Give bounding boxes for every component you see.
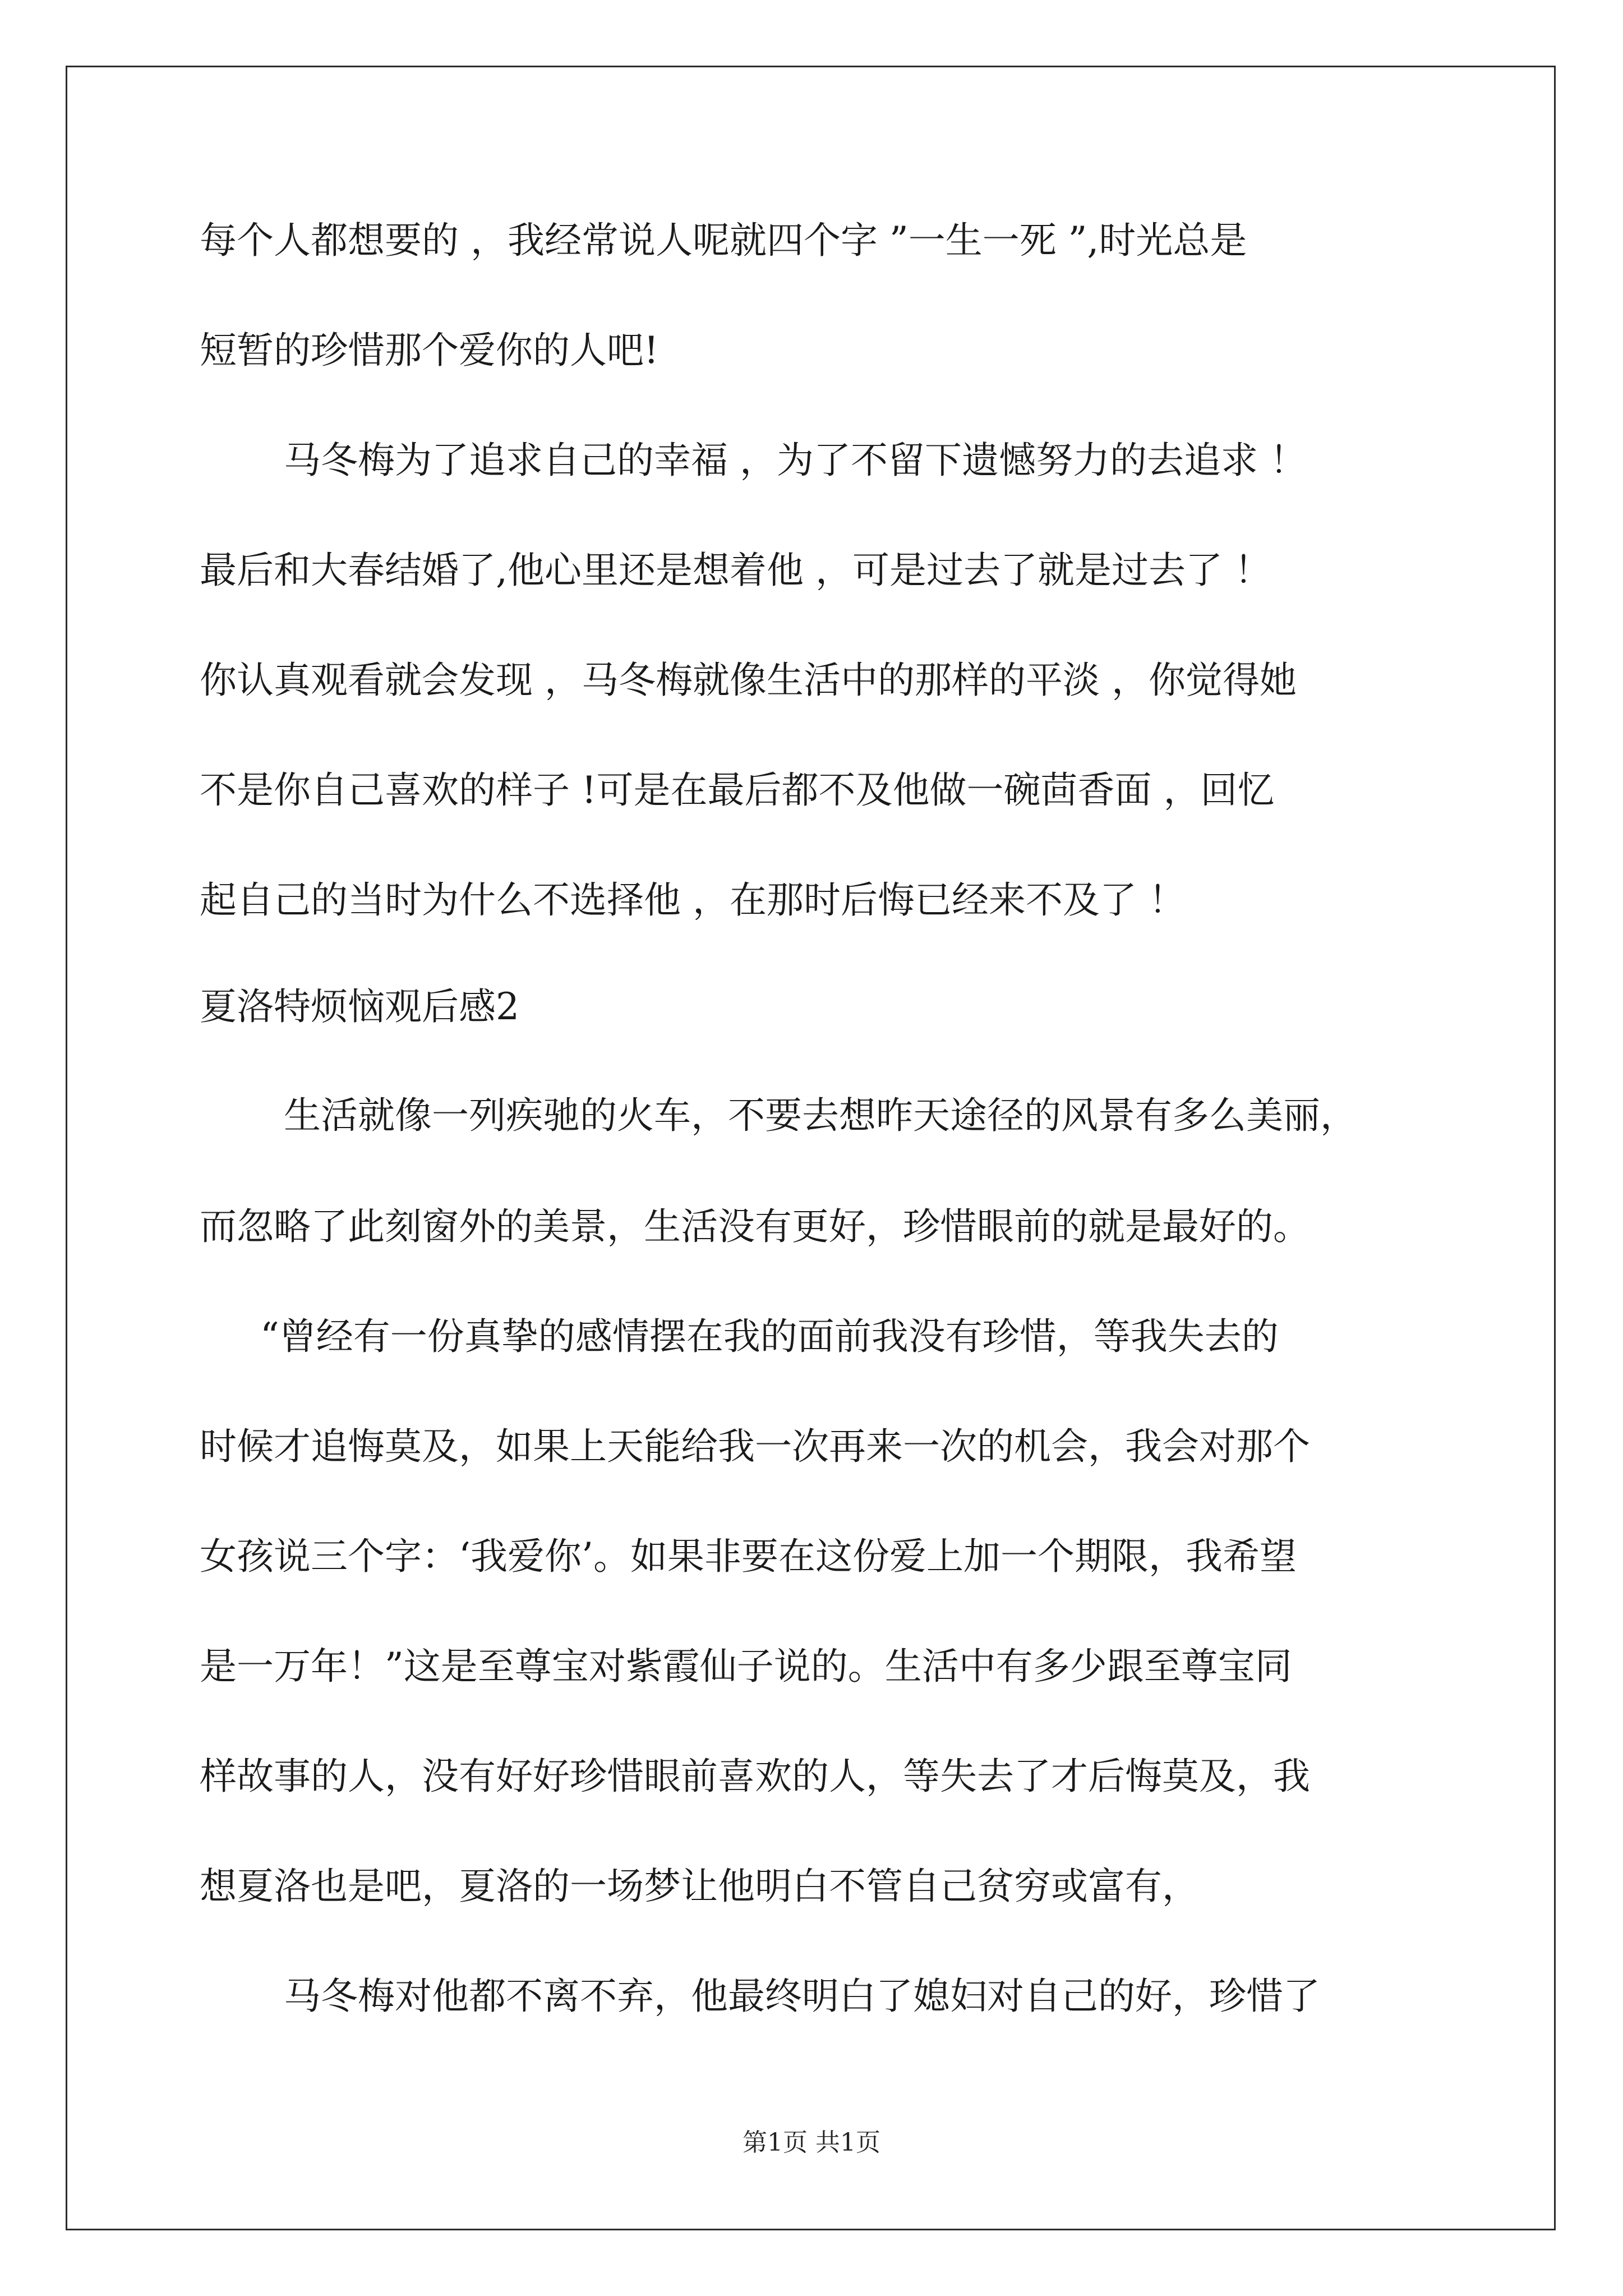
paragraph-start-line: “曾经有一份真挚的感情摆在我的面前我没有珍惜，等我失去的 (260, 1315, 1279, 1358)
text-line: 起自己的当时为什么不选择他 ，在那时后悔已经来不及了 ！ (200, 878, 1186, 922)
text-line: 你认真观看就会发现 ，马冬梅就像生活中的那样的平淡 ，你觉得她 (200, 659, 1297, 702)
text-line: 最后和大春结婚了,他心里还是想着他 ，可是过去了就是过去了 ！ (200, 549, 1271, 592)
section-heading: 夏洛特烦恼观后感2 (200, 985, 519, 1028)
text-line: 样故事的人，没有好好珍惜眼前喜欢的人，等失去了才后悔莫及，我 (200, 1755, 1310, 1798)
text-line: 想夏洛也是吧，夏洛的一场梦让他明白不管自己贫穷或富有， (200, 1865, 1199, 1908)
text-line: 短暂的珍惜那个爱你的人吧! (200, 329, 659, 372)
text-line: 而忽略了此刻窗外的美景，生活没有更好，珍惜眼前的就是最好的。 (200, 1205, 1310, 1248)
text-line: 每个人都想要的 ，我经常说人呢就四个字 ”一生一死 ”,时光总是 (200, 219, 1247, 262)
paragraph-start-line: 马冬梅为了追求自己的幸福 ，为了不留下遗憾努力的去追求 ！ (284, 439, 1307, 482)
paragraph-start-line: 生活就像一列疾驰的火车，不要去想昨天途径的风景有多么美丽， (284, 1094, 1357, 1137)
paragraph-start-line: 马冬梅对他都不离不弃，他最终明白了媳妇对自己的好，珍惜了 (284, 1975, 1320, 2018)
text-line: 是一万年！”这是至尊宝对紫霞仙子说的。生活中有多少跟至尊宝同 (200, 1645, 1292, 1688)
text-line: 女孩说三个字：‘我爱你’。如果非要在这份爱上加一个期限，我希望 (200, 1535, 1297, 1578)
text-line: 时候才追悔莫及，如果上天能给我一次再来一次的机会，我会对那个 (200, 1425, 1310, 1468)
page-number-footer: 第1页 共1页 (743, 2128, 880, 2157)
text-line: 不是你自己喜欢的样子 !可是在最后都不及他做一碗茴香面 ，回忆 (200, 769, 1275, 812)
